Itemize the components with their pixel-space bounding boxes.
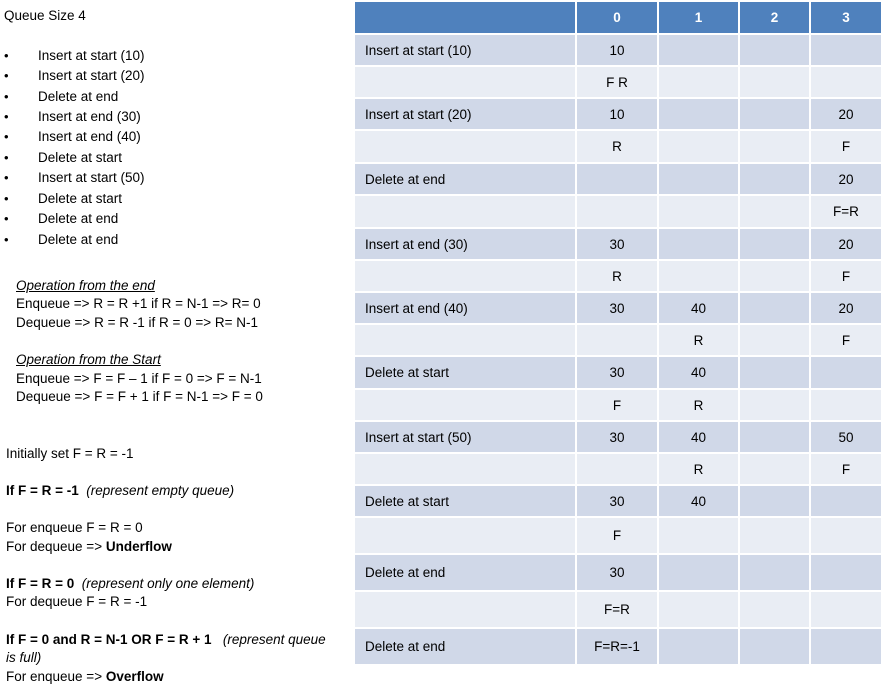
slot-cell-1 <box>659 99 740 131</box>
operation-cell <box>355 67 577 99</box>
slot-cell-3 <box>811 35 883 67</box>
slot-cell-2 <box>740 99 811 131</box>
slot-cell-0: R <box>577 261 659 293</box>
slot-cell-1 <box>659 67 740 99</box>
table-row <box>355 357 883 390</box>
slot-cell-0: 30 <box>577 422 659 454</box>
operation-item: Insert at start (10) <box>38 48 145 63</box>
operation-cell <box>355 131 577 164</box>
slot-cell-1 <box>659 592 740 629</box>
slot-cell-1 <box>659 196 740 229</box>
bullet: • <box>4 68 9 83</box>
one-element-condition: If F = R = 0 <box>6 576 75 591</box>
full-condition: If F = 0 and R = N-1 OR F = R + 1 <box>6 632 212 647</box>
slot-cell-3: 50 <box>811 422 883 454</box>
slot-cell-3: 20 <box>811 164 883 196</box>
slot-cell-0: 10 <box>577 35 659 67</box>
slot-cell-3 <box>811 486 883 518</box>
slot-cell-1: 40 <box>659 486 740 518</box>
table-header-row <box>355 2 883 35</box>
operation-cell <box>355 196 577 229</box>
operation-cell <box>355 390 577 422</box>
operation-cell <box>355 592 577 629</box>
bullet: • <box>4 232 9 247</box>
bullet: • <box>4 211 9 226</box>
slot-cell-3: F <box>811 454 883 486</box>
table-row <box>355 629 883 666</box>
operation-cell <box>355 518 577 555</box>
empty-description: (represent empty queue) <box>86 483 235 498</box>
table-row <box>355 99 883 131</box>
full-description-cont: is full) <box>6 650 42 665</box>
slot-cell-1: R <box>659 454 740 486</box>
header-cell: 3 <box>811 2 883 35</box>
operation-item: Insert at end (40) <box>38 129 141 144</box>
slot-cell-0: F <box>577 390 659 422</box>
slot-cell-0: 30 <box>577 486 659 518</box>
operation-cell: Delete at end <box>355 629 577 666</box>
slot-cell-1 <box>659 35 740 67</box>
page-title: Queue Size 4 <box>4 8 86 23</box>
full-description: (represent queue <box>222 632 326 647</box>
slot-cell-0: F <box>577 518 659 555</box>
bullet: • <box>4 48 9 63</box>
slot-cell-1 <box>659 629 740 666</box>
operation-cell <box>355 261 577 293</box>
slot-cell-1: R <box>659 390 740 422</box>
slot-cell-3 <box>811 592 883 629</box>
table-row <box>355 555 883 592</box>
slot-cell-1 <box>659 555 740 592</box>
bullet: • <box>4 150 9 165</box>
slot-cell-3 <box>811 555 883 592</box>
slot-cell-2 <box>740 164 811 196</box>
slot-cell-2 <box>740 486 811 518</box>
slot-cell-2 <box>740 293 811 325</box>
slot-cell-3: F <box>811 131 883 164</box>
slot-cell-3: 20 <box>811 229 883 261</box>
empty-condition: If F = R = -1 <box>6 483 79 498</box>
slot-cell-2 <box>740 629 811 666</box>
header-cell: 2 <box>740 2 811 35</box>
operation-cell: Insert at start (50) <box>355 422 577 454</box>
slot-cell-2 <box>740 131 811 164</box>
table-row <box>355 293 883 325</box>
table-row <box>355 229 883 261</box>
operation-item: Delete at end <box>38 232 119 247</box>
operation-cell: Delete at start <box>355 486 577 518</box>
slot-cell-2 <box>740 454 811 486</box>
slot-cell-0: 30 <box>577 229 659 261</box>
table-row <box>355 261 883 293</box>
slot-cell-3: F=R <box>811 196 883 229</box>
slot-cell-2 <box>740 518 811 555</box>
header-cell: 1 <box>659 2 740 35</box>
slot-cell-0 <box>577 325 659 357</box>
slot-cell-3: F <box>811 261 883 293</box>
table-row <box>355 131 883 164</box>
slot-cell-2 <box>740 357 811 390</box>
full-enqueue-text: For enqueue => <box>6 669 106 684</box>
empty-enqueue: For enqueue F = R = 0 <box>6 520 143 535</box>
operation-cell <box>355 454 577 486</box>
empty-dequeue-text: For dequeue => <box>6 539 106 554</box>
slot-cell-1 <box>659 229 740 261</box>
end-ops-heading: Operation from the end <box>16 278 155 293</box>
table-row <box>355 164 883 196</box>
operation-item: Insert at start (50) <box>38 170 145 185</box>
slot-cell-1: R <box>659 325 740 357</box>
one-element-dequeue: For dequeue F = R = -1 <box>6 594 148 609</box>
operation-cell: Insert at end (40) <box>355 293 577 325</box>
bullet: • <box>4 170 9 185</box>
slot-cell-3 <box>811 629 883 666</box>
slot-cell-0: F=R <box>577 592 659 629</box>
end-enqueue-rule: Enqueue => R = R +1 if R = N-1 => R= 0 <box>16 296 261 311</box>
slot-cell-1 <box>659 131 740 164</box>
operation-item: Insert at end (30) <box>38 109 141 124</box>
slot-cell-0: R <box>577 131 659 164</box>
slot-cell-1 <box>659 518 740 555</box>
underflow-label: Underflow <box>105 539 172 554</box>
operation-cell: Delete at end <box>355 164 577 196</box>
table-row <box>355 518 883 555</box>
slot-cell-3: 20 <box>811 99 883 131</box>
table-row <box>355 325 883 357</box>
operation-item: Delete at start <box>38 191 123 206</box>
slot-cell-2 <box>740 325 811 357</box>
slot-cell-2 <box>740 555 811 592</box>
empty-condition-line <box>6 483 234 499</box>
slot-cell-1: 40 <box>659 422 740 454</box>
end-dequeue-rule: Dequeue => R = R -1 if R = 0 => R= N-1 <box>16 315 259 330</box>
operation-cell: Delete at end <box>355 555 577 592</box>
full-enqueue-line <box>6 669 164 685</box>
table-row <box>355 592 883 629</box>
slot-cell-2 <box>740 592 811 629</box>
slot-cell-0: 30 <box>577 357 659 390</box>
slot-cell-2 <box>740 196 811 229</box>
bullet: • <box>4 89 9 104</box>
empty-dequeue-line <box>6 539 172 555</box>
bullet: • <box>4 191 9 206</box>
table-row <box>355 486 883 518</box>
slot-cell-1: 40 <box>659 293 740 325</box>
one-element-line <box>6 576 254 592</box>
slot-cell-0 <box>577 164 659 196</box>
operation-cell: Delete at start <box>355 357 577 390</box>
operation-item: Delete at end <box>38 211 119 226</box>
slot-cell-2 <box>740 422 811 454</box>
start-dequeue-rule: Dequeue => F = F + 1 if F = N-1 => F = 0 <box>16 389 263 404</box>
slot-cell-3: F <box>811 325 883 357</box>
slot-cell-0 <box>577 454 659 486</box>
slot-cell-2 <box>740 67 811 99</box>
one-element-description: (represent only one element) <box>81 576 255 591</box>
slot-cell-2 <box>740 390 811 422</box>
header-cell <box>355 2 577 35</box>
slot-cell-2 <box>740 261 811 293</box>
slot-cell-0: 30 <box>577 555 659 592</box>
slot-cell-3 <box>811 67 883 99</box>
table-row <box>355 422 883 454</box>
slot-cell-0: 10 <box>577 99 659 131</box>
start-enqueue-rule: Enqueue => F = F – 1 if F = 0 => F = N-1 <box>16 371 262 386</box>
slot-cell-0: F=R=-1 <box>577 629 659 666</box>
slot-cell-1 <box>659 261 740 293</box>
bullet: • <box>4 129 9 144</box>
table-row <box>355 35 883 67</box>
slot-cell-3 <box>811 518 883 555</box>
operation-item: Delete at end <box>38 89 119 104</box>
slot-cell-0 <box>577 196 659 229</box>
operation-cell: Insert at start (20) <box>355 99 577 131</box>
operation-cell: Insert at start (10) <box>355 35 577 67</box>
operation-cell <box>355 325 577 357</box>
overflow-label: Overflow <box>105 669 164 684</box>
slot-cell-0: F R <box>577 67 659 99</box>
full-condition-line <box>6 632 326 648</box>
slot-cell-3: 20 <box>811 293 883 325</box>
slot-cell-0: 30 <box>577 293 659 325</box>
header-cell: 0 <box>577 2 659 35</box>
start-ops-heading: Operation from the Start <box>16 352 161 367</box>
table-row <box>355 67 883 99</box>
operation-item: Insert at start (20) <box>38 68 145 83</box>
slot-cell-1 <box>659 164 740 196</box>
operation-item: Delete at start <box>38 150 123 165</box>
table-row <box>355 390 883 422</box>
initial-state: Initially set F = R = -1 <box>6 446 134 461</box>
slot-cell-3 <box>811 357 883 390</box>
table-row <box>355 454 883 486</box>
slot-cell-2 <box>740 229 811 261</box>
bullet: • <box>4 109 9 124</box>
slot-cell-2 <box>740 35 811 67</box>
slot-cell-3 <box>811 390 883 422</box>
operation-cell: Insert at end (30) <box>355 229 577 261</box>
table-row <box>355 196 883 229</box>
slot-cell-1: 40 <box>659 357 740 390</box>
